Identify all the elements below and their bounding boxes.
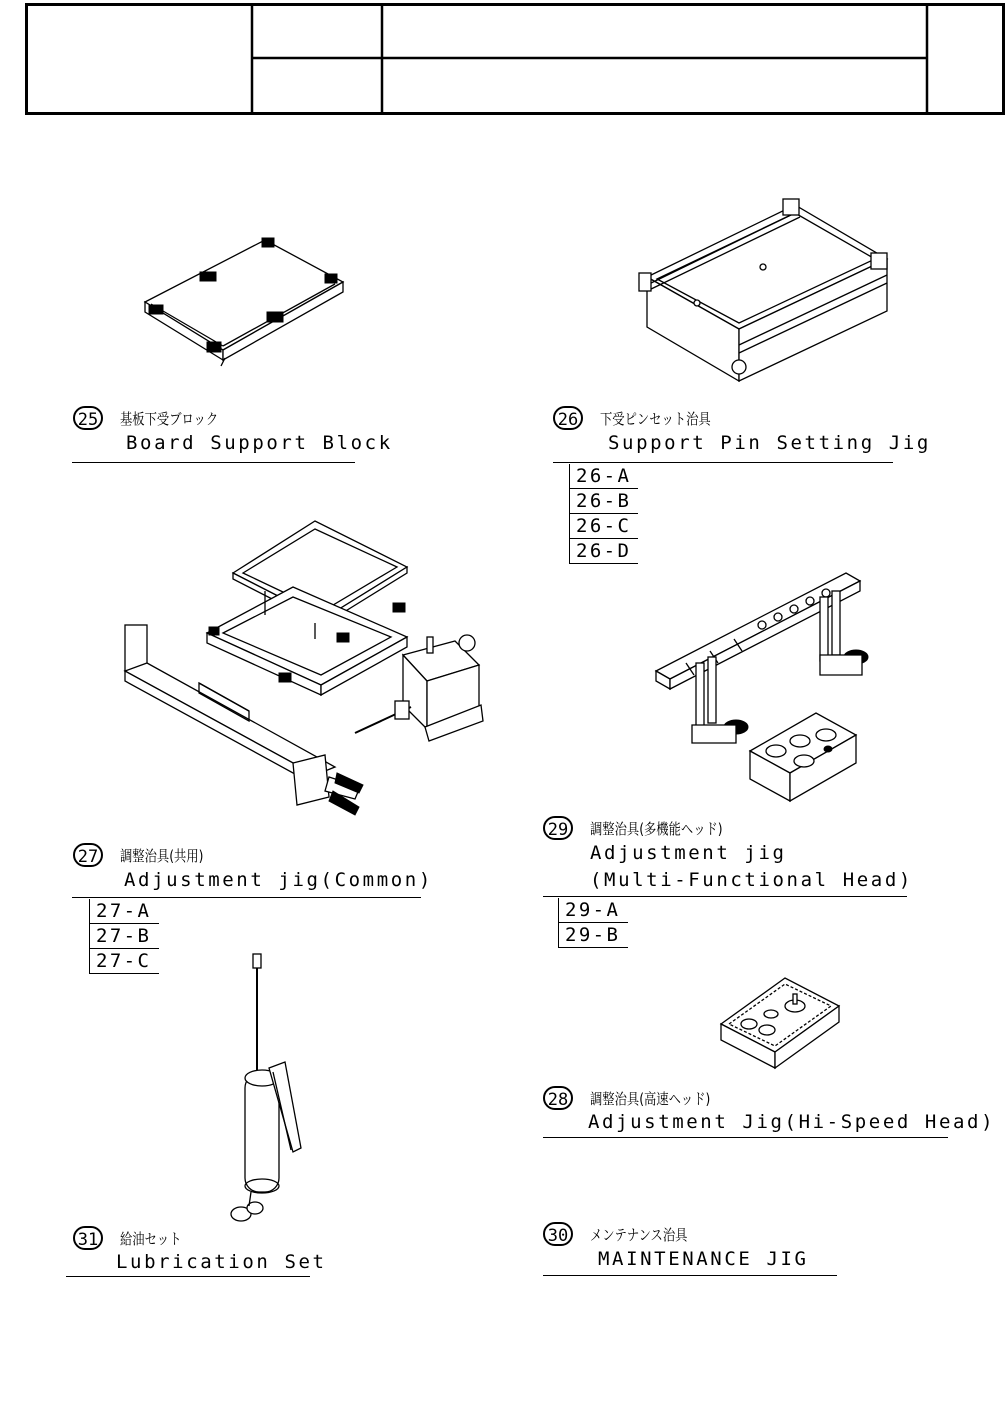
item-27-sub-c: 27-C: [89, 949, 159, 974]
item-29-sub-b: 29-B: [558, 923, 628, 948]
item-27-sub-a: 27-A: [89, 899, 159, 924]
item-27-sub-list: [89, 899, 159, 974]
item-29-jp-label: 調整治具(多機能ヘッド): [590, 820, 723, 838]
item-29-en-label: Adjustment jig: [590, 842, 787, 864]
item-31-jp-label: 給油セット: [120, 1230, 182, 1248]
item-27-underline: [72, 897, 421, 898]
item-27-jp-label: 調整治具(共用): [120, 847, 204, 865]
item-27-sub-b: 27-B: [89, 924, 159, 949]
item-28-en-label: Adjustment Jig(Hi-Speed Head): [588, 1111, 996, 1133]
item-25-en-label: Board Support Block: [126, 432, 393, 454]
item-28-underline: [543, 1137, 948, 1138]
adjustment-jig-multi-functional-head-drawing: [650, 565, 880, 810]
item-29-underline: [543, 896, 907, 897]
item-26-jp-label: 下受ピンセット治具: [600, 410, 711, 428]
item-27-en-label: Adjustment jig(Common): [124, 869, 433, 891]
item-27-number: 27: [73, 843, 103, 867]
item-31-number: 31: [73, 1226, 103, 1250]
board-support-block-drawing: [135, 232, 350, 372]
support-pin-setting-jig-drawing: [635, 195, 895, 385]
item-29-sub-a: 29-A: [558, 898, 628, 923]
item-29-sub-list: [558, 898, 628, 948]
item-26-sub-b: 26-B: [569, 489, 638, 514]
item-25-number: 25: [73, 406, 103, 430]
item-26-sub-a: 26-A: [569, 464, 638, 489]
item-26-number: 26: [553, 406, 583, 430]
item-30-underline: [543, 1275, 837, 1276]
item-26-sub-c: 26-C: [569, 514, 638, 539]
item-26-sub-d: 26-D: [569, 539, 638, 564]
item-26-sub-list: [569, 464, 638, 564]
item-31-en-label: Lubrication Set: [116, 1251, 327, 1273]
item-30-number: 30: [543, 1222, 573, 1246]
adjustment-jig-hi-speed-head-drawing: [715, 972, 845, 1072]
item-31-underline: [66, 1276, 310, 1277]
item-29-number: 29: [543, 816, 573, 840]
item-29-en-label-line2: (Multi-Functional Head): [590, 869, 913, 891]
item-30-en-label: MAINTENANCE JIG: [598, 1248, 809, 1270]
item-26-underline: [553, 462, 893, 463]
item-28-jp-label: 調整治具(高速ヘッド): [590, 1090, 711, 1108]
lubrication-set-drawing: [225, 950, 305, 1230]
item-26-en-label: Support Pin Setting Jig: [608, 432, 931, 454]
item-25-jp-label: 基板下受ブロック: [120, 410, 219, 428]
title-block-frame: [25, 3, 1005, 115]
title-block: [25, 3, 1005, 115]
item-28-number: 28: [543, 1086, 573, 1110]
adjustment-jig-common-drawing: [115, 515, 495, 825]
item-30-jp-label: メンテナンス治具: [590, 1226, 688, 1244]
item-25-underline: [72, 462, 355, 463]
